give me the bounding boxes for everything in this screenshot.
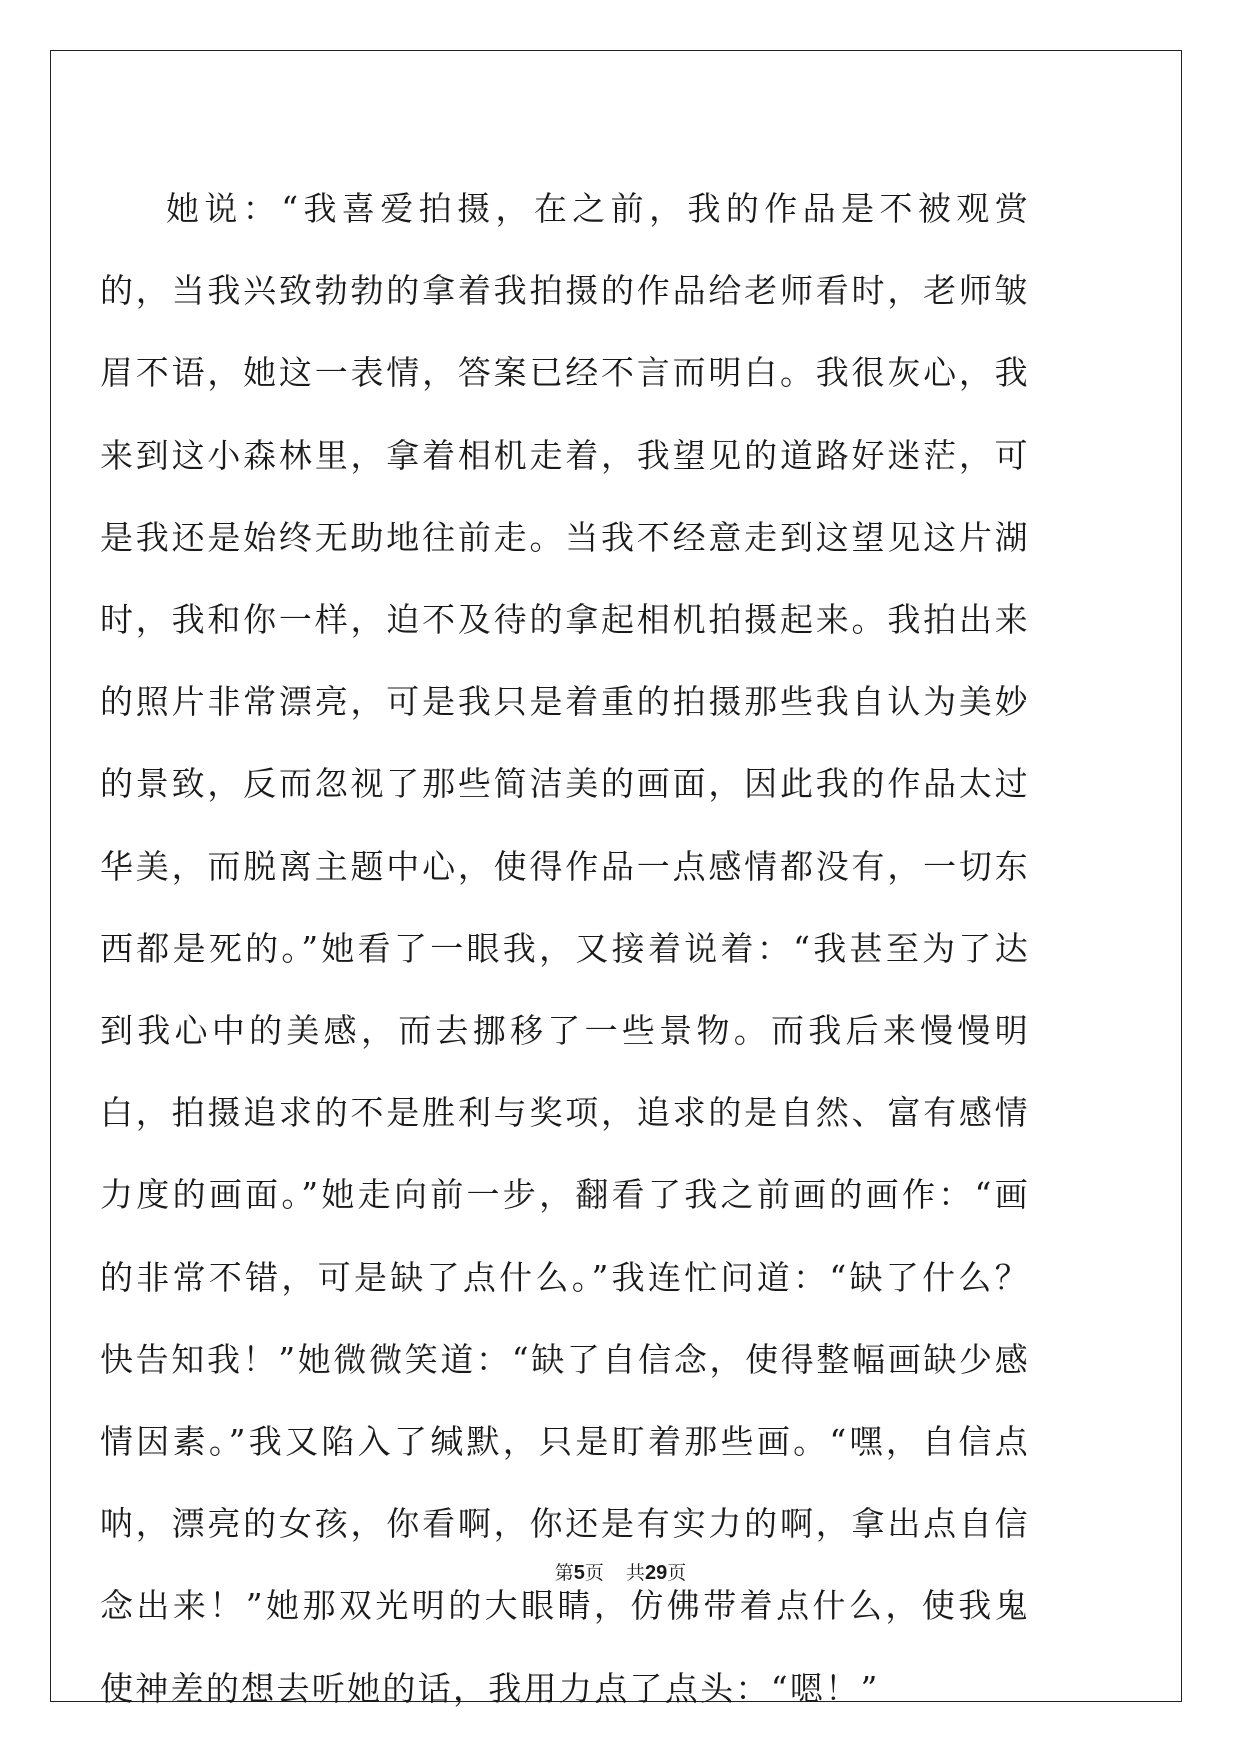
page-number-suffix: 页 [584, 1562, 604, 1584]
total-pages: 29 [644, 1562, 668, 1584]
total-pages-prefix: 共 [625, 1562, 645, 1584]
page-footer [0, 1558, 1241, 1585]
page-number: 5 [573, 1562, 585, 1584]
body-text [100, 168, 1030, 1730]
total-pages-suffix: 页 [667, 1562, 687, 1584]
page-number-prefix: 第 [554, 1562, 574, 1584]
paragraph: 她说：“我喜爱拍摄，在之前，我的作品是不被观赏的，当我兴致勃勃的拿着我拍摄的作品给老师看时，老师皱眉不语，她这一表情，答案已经不言而明白。我很灰心，我来到这小森林里，拿着相机走着，我望见的道路好迷茫，可是我还是始终无助地往前走。当我不经意走到这望见这片湖时，我和你一样，迫不及待的拿起相机拍摄起来。我拍出来的照片非常漂亮，可是我只是着重的拍摄那些我自认为美妙的景致，反而忽视了那些简洁美的画面，因此我的作品太过华美，而脱离主题中心，使得作品一点感情都没有，一切东西都是死的。”她看了一眼我，又接着说着：“我甚至为了达到我心中的美感，而去挪移了一些景物。而我后来慢慢明白，拍摄追求的不是胜利与奖项，追求的是自然、富有感情力度的画面。”她走向前一步，翻看了我之前画的画作：“画的非常不错，可是缺了点什么。”我连忙问道：“缺了什么？快告知我！”她微微笑道：“缺了自信念，使得整幅画缺少感情因素。”我又陷入了缄默，只是盯着那些画。“嘿，自信点呐，漂亮的女孩，你看啊，你还是有实力的啊，拿出点自信念出来！”她那双光明的大眼睛，仿佛带着点什么，使我鬼使神差的想去听她的话，我用力点了点头：“嗯！” [100, 189, 1030, 1708]
